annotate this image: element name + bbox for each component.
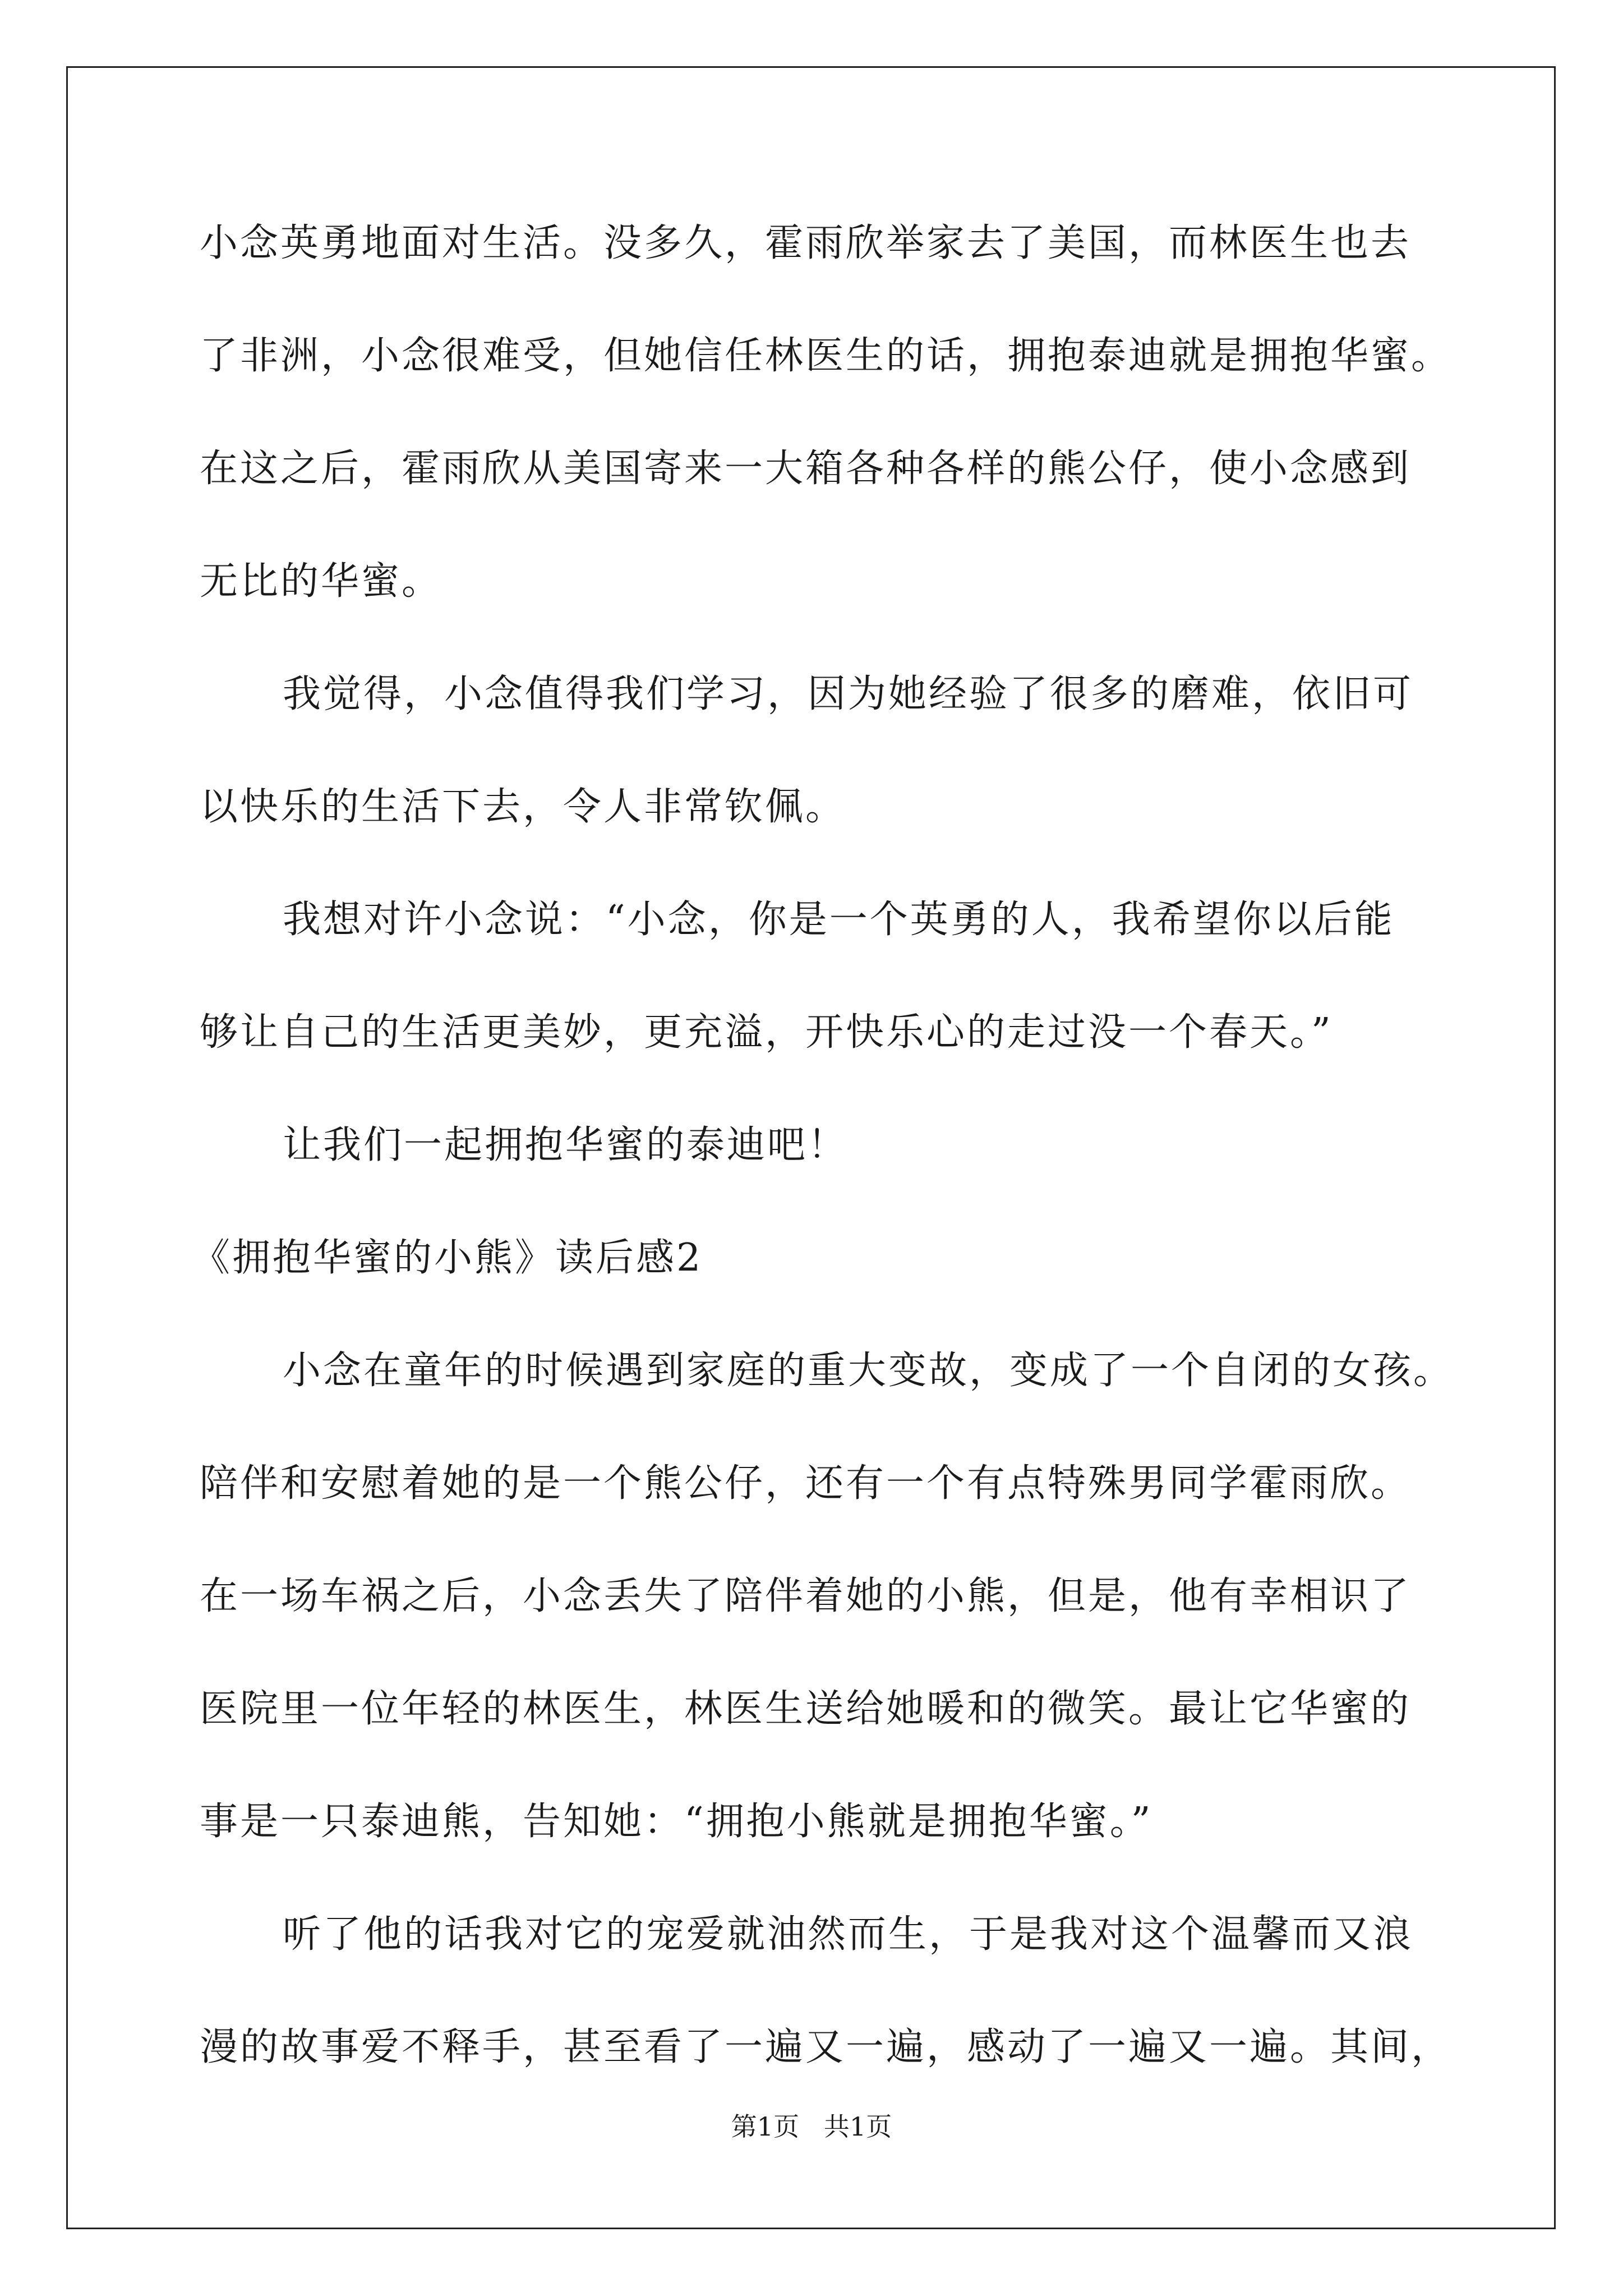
text-line: 小念英勇地面对生活。没多久，霍雨欣举家去了美国，而林医生也去 (200, 221, 1412, 265)
paragraph-start-line: 我觉得，小念值得我们学习，因为她经验了很多的磨难，依旧可 (283, 672, 1414, 716)
paragraph-start-line: 小念在童年的时候遇到家庭的重大变故，变成了一个自闭的女孩。 (283, 1349, 1454, 1393)
text-line: 够让自己的生活更美妙，更充溢，开快乐心的走过没一个春天。” (200, 1010, 1333, 1055)
text-line: 无比的华蜜。 (200, 559, 442, 604)
text-line: 在这之后，霍雨欣从美国寄来一大箱各种各样的熊公仔，使小念感到 (200, 447, 1412, 491)
text-line: 了非洲，小念很难受，但她信任林医生的话，拥抱泰迪就是拥抱华蜜。 (200, 334, 1452, 378)
paragraph-start-line: 我想对许小念说：“小念，你是一个英勇的人，我希望你以后能 (283, 898, 1395, 942)
text-line: 以快乐的生活下去，令人非常钦佩。 (200, 785, 846, 829)
text-line: 事是一只泰迪熊，告知她：“拥抱小熊就是拥抱华蜜。” (200, 1800, 1153, 1844)
text-line: 医院里一位年轻的林医生，林医生送给她暖和的微笑。最让它华蜜的 (200, 1687, 1412, 1731)
text-line: 陪伴和安慰着她的是一个熊公仔，还有一个有点特殊男同学霍雨欣。 (200, 1461, 1412, 1506)
paragraph-start-line: 听了他的话我对它的宠爱就油然而生，于是我对这个温馨而又浪 (283, 1912, 1414, 1957)
document-body (192, 221, 1454, 2141)
section-heading: 《拥抱华蜜的小熊》读后感2 (192, 1236, 703, 1280)
text-line: 漫的故事爱不释手，甚至看了一遍又一遍，感动了一遍又一遍。其间， (200, 2025, 1452, 2069)
page-number-footer: 第1页 共1页 (731, 2111, 892, 2142)
text-line: 在一场车祸之后，小念丢失了陪伴着她的小熊，但是，他有幸相识了 (200, 1574, 1412, 1618)
paragraph-start-line: 让我们一起拥抱华蜜的泰迪吧！ (283, 1123, 849, 1167)
